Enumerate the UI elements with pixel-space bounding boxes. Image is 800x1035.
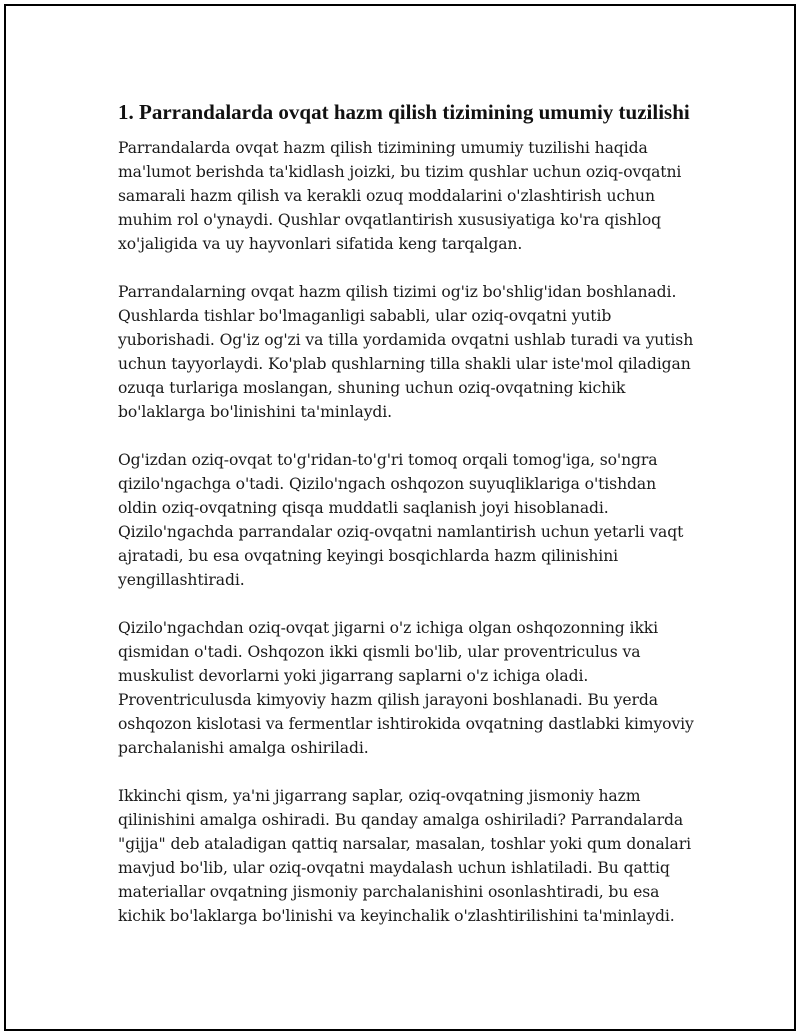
paragraph-4: Qizilo'ngachdan oziq-ovqat jigarni o'z ichiga olgan oshqozonning ikki qismidan o'tadi. Oshqozon ikki qismli bo'lib, ular proventriculus va muskulist devorlarni yoki jigarrang saplarni o'z ichiga oladi. Proventriculusda kimyoviy hazm qilish jarayoni boshlanadi. Bu yerda oshqozon kislotasi va fermentlar ishtirokida ovqatning dastlabki kimyoviy parchalanishi amalga oshiriladi. xyxy=(118,619,694,757)
document-body xyxy=(118,98,698,952)
paragraph-1: Parrandalarda ovqat hazm qilish tizimining umumiy tuzilishi haqida ma'lumot berishda ta'kidlash joizki, bu tizim qushlar uchun oziq-ovqatni samarali hazm qilish va kerakli ozuq moddalarini o'zlashtirish uchun muhim rol o'ynaydi. Qushlar ovqatlantirish xususiyatiga ko'ra qishloq xo'jaligida va uy hayvonlari sifatida keng tarqalgan. xyxy=(118,139,682,253)
paragraph-3: Og'izdan oziq-ovqat to'g'ridan-to'g'ri tomoq orqali tomog'iga, so'ngra qizilo'ngachga o'tadi. Qizilo'ngach oshqozon suyuqliklariga o'tishdan oldin oziq-ovqatning qisqa muddatli saqlanish joyi hisoblanadi. Qizilo'ngachda parrandalar oziq-ovqatni namlantirish uchun yetarli vaqt ajratadi, bu esa ovqatning keyingi bosqichlarda hazm qilinishini yengillashtiradi. xyxy=(118,451,684,589)
paragraph-2: Parrandalarning ovqat hazm qilish tizimi og'iz bo'shlig'idan boshlanadi. Qushlarda tishlar bo'lmaganligi sababli, ular oziq-ovqatni yutib yuborishadi. Og'iz og'zi va tilla yordamida ovqatni ushlab turadi va yutish uchun tayyorlaydi. Ko'plab qushlarning tilla shakli ular iste'mol qiladigan ozuqa turlariga moslangan, shuning uchun oziq-ovqatning kichik bo'laklarga bo'linishini ta'minlaydi. xyxy=(118,283,694,421)
paragraph-5: Ikkinchi qism, ya'ni jigarrang saplar, oziq-ovqatning jismoniy hazm qilinishini amalga oshiradi. Bu qanday amalga oshiriladi? Parrandalarda "gijja" deb ataladigan qattiq narsalar, masalan, toshlar yoki qum donalari mavjud bo'lib, ular oziq-ovqatni maydalash uchun ishlatiladi. Bu qattiq materiallar ovqatning jismoniy parchalanishini osonlashtiradi, bu esa kichik bo'laklarga bo'linishi va keyinchalik o'zlashtirilishini ta'minlaydi. xyxy=(118,787,691,925)
document-page xyxy=(4,4,796,1031)
section-heading: 1. Parrandalarda ovqat hazm qilish tizimining umumiy tuzilishi xyxy=(118,100,690,124)
